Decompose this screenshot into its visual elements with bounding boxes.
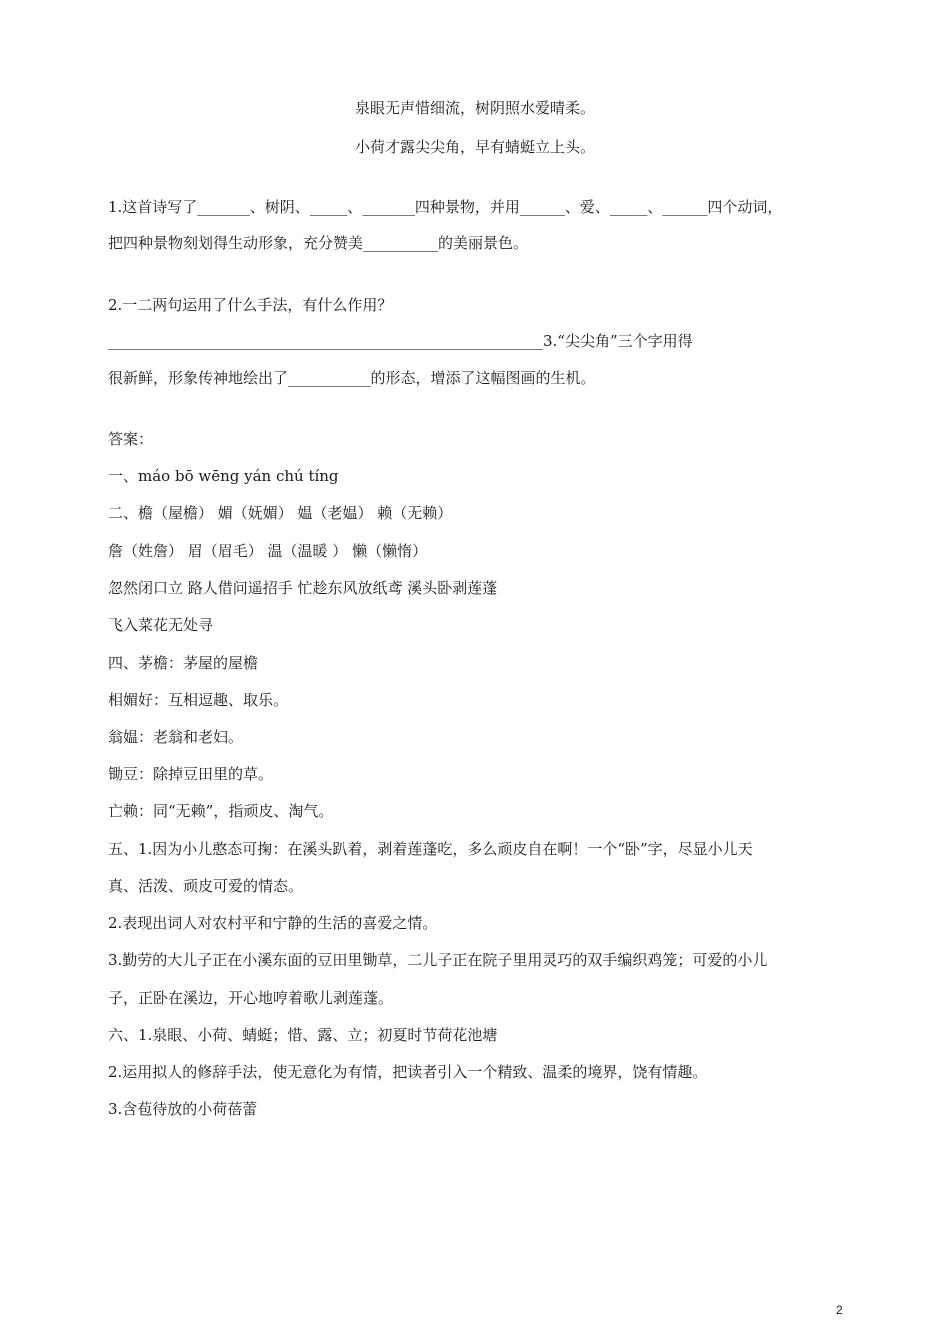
answer-5-3-line-1: 3.勤劳的大儿子正在小溪东面的豆田里锄草，二儿子正在院子里用灵巧的双手编织鸡笼；可爱的小儿 [108, 951, 768, 969]
answer-2-line-1: 二、檐（屋檐） 媚（妩媚） 媪（老媪） 赖（无赖） [108, 504, 453, 522]
poem-line-1: 泉眼无声惜细流，树阴照水爱晴柔。 [354, 99, 595, 117]
answer-4-1: 四、茅檐：茅屋的屋檐 [108, 654, 259, 672]
answer-5-3-line-2: 子，正卧在溪边，开心地哼着歌儿剥莲蓬。 [108, 989, 394, 1007]
answer-5-1-line-1: 五、1.因为小儿憨态可掬：在溪头趴着，剥着莲蓬吃，多么顽皮自在啊！一个“卧”字，尽显小儿天 [108, 840, 753, 858]
answer-5-2: 2.表现出词人对农村平和宁静的生活的喜爱之情。 [108, 914, 438, 932]
poem-line-2: 小荷才露尖尖角，早有蜻蜓立上头。 [354, 138, 595, 156]
answer-6-1: 六、1.泉眼、小荷、蜻蜓；惜、露、立；初夏时节荷花池塘 [108, 1026, 498, 1044]
answers-heading: 答案： [108, 430, 154, 448]
question-2: 2.一二两句运用了什么手法，有什么作用？ [108, 296, 393, 314]
question-3-line-2: 很新鲜，形象传神地绘出了___________的形态，增添了这幅图画的生机。 [108, 369, 596, 387]
page-number: 2 [836, 1303, 843, 1317]
answer-2-line-2: 詹（姓詹） 眉（眉毛） 温（温暖 ） 懒（懒惰） [108, 542, 428, 560]
answer-4-5: 亡赖：同“无赖”，指顽皮、淘气。 [108, 802, 334, 820]
question-1-line-2: 把四种景物刻划得生动形象，充分赞美__________的美丽景色。 [108, 234, 529, 252]
answer-5-1-line-2: 真、活泼、顽皮可爱的情态。 [108, 877, 304, 895]
answer-3: 忽然闭口立 路人借问遥招手 忙趁东风放纸鸢 溪头卧剥莲蓬 [108, 579, 498, 597]
answer-4-3: 翁媪：老翁和老妇。 [108, 728, 244, 746]
answer-6-3: 3.含苞待放的小荷蓓蕾 [108, 1100, 258, 1118]
question-1-line-1: 1.这首诗写了_______、树阴、_____、_______四种景物，并用______、爱、_____、______四个动词， [108, 198, 783, 216]
answer-3b: 飞入菜花无处寻 [108, 616, 214, 634]
question-2-blank-question-3: __________________________________________________________3.“尖尖角”三个字用得 [108, 332, 693, 350]
answer-1: 一、máo bō wēng yán chú tíng [108, 467, 339, 485]
answer-4-4: 锄豆：除掉豆田里的草。 [108, 765, 274, 783]
answer-4-2: 相媚好：互相逗趣、取乐。 [108, 691, 289, 709]
answer-6-2: 2.运用拟人的修辞手法，使无意化为有情，把读者引入一个精致、温柔的境界，饶有情趣。 [108, 1063, 708, 1081]
